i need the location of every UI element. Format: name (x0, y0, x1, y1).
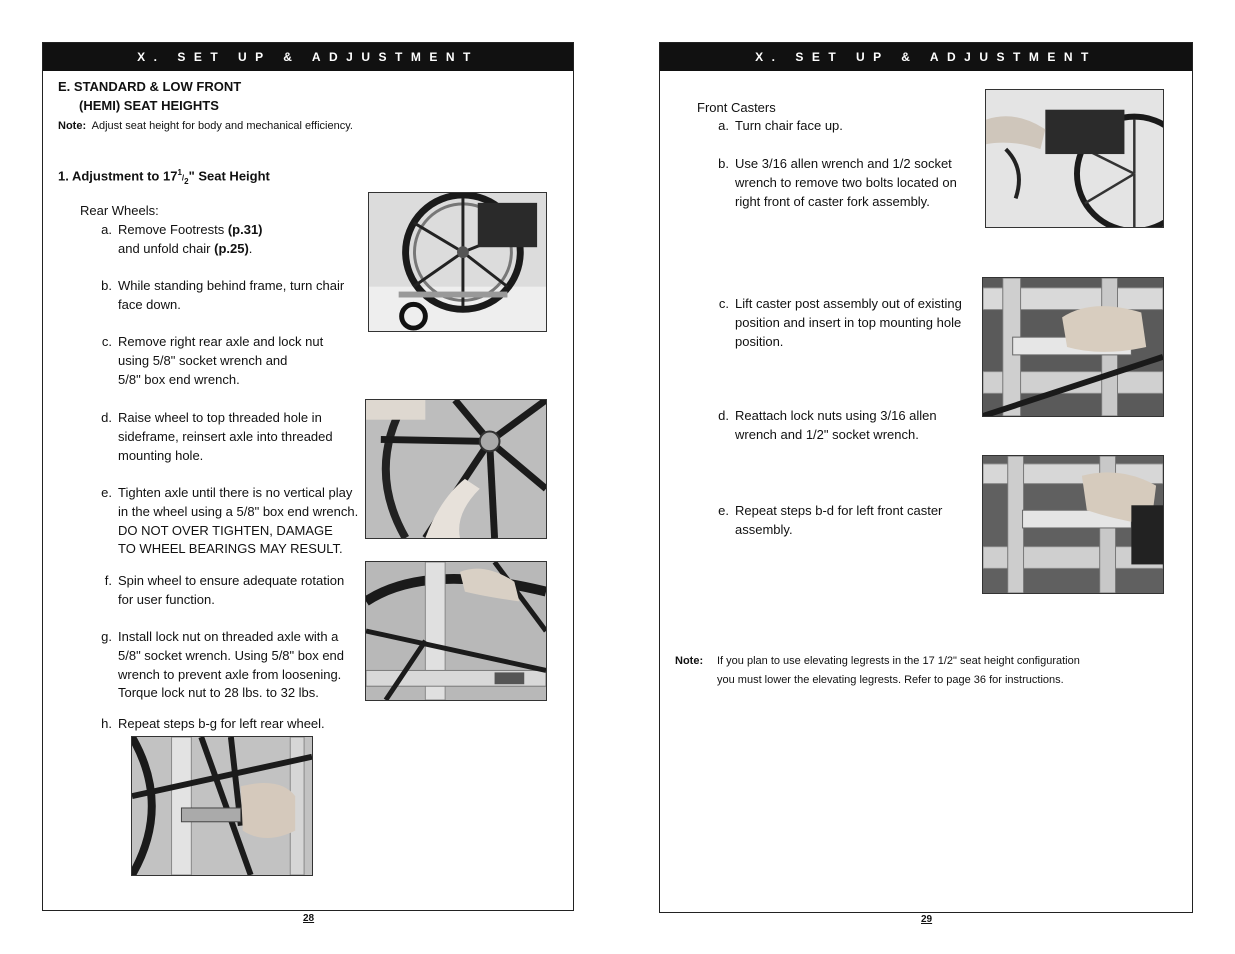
right-step-a (711, 117, 971, 137)
step-marker: g. (101, 629, 112, 644)
section-title-line1: E. STANDARD & LOW FRONT (58, 79, 242, 94)
left-note-label: Note: (58, 120, 87, 132)
right-page-number: 29 (921, 914, 933, 925)
left-step-e (94, 484, 374, 564)
fraction-numerator: 1 (177, 168, 182, 177)
photo-chair-face-down (368, 192, 547, 332)
photo-left-rear-wheel (131, 736, 313, 876)
photo-lock-nut (365, 561, 547, 701)
step-text: right front of caster fork assembly. (735, 193, 930, 209)
step-text: Lift caster post assembly out of existing (735, 296, 962, 311)
fraction-denominator: 2 (184, 176, 189, 186)
left-step-h (94, 715, 374, 735)
step-marker: e. (101, 485, 112, 500)
rear-wheels-subheading: Rear Wheels: (80, 203, 159, 218)
step-text: wrench and 1/2" socket wrench. (735, 426, 919, 442)
step-text: Remove right rear axle and lock nut (118, 334, 324, 349)
step-text: Tighten axle until there is no vertical play (118, 485, 353, 500)
step-marker: c. (718, 296, 729, 311)
left-step-c (94, 333, 374, 393)
right-step-c (711, 295, 971, 355)
step-text: for user function. (118, 591, 215, 607)
left-note-text: Adjust seat height for body and mechanical efficiency. (91, 120, 353, 132)
step-marker: b. (718, 156, 729, 171)
left-step-f (94, 572, 374, 612)
left-header-bar: X. SET UP & ADJUSTMENT (43, 43, 573, 71)
step-text: mounting hole. (118, 447, 204, 463)
step-heading-text: 1. Adjustment to 17 (58, 168, 178, 184)
step-text: assembly. (735, 521, 793, 537)
step-text: Torque lock nut to 28 lbs. to 32 lbs. (118, 685, 319, 701)
step-marker: a. (718, 118, 729, 133)
right-note-line2: you must lower the elevating legrests. Refer to page 36 for instructions. (717, 674, 1064, 686)
photo-caster-post (982, 277, 1164, 417)
step-text: wrench to remove two bolts located on (735, 174, 957, 190)
left-step-b (94, 277, 374, 317)
step-text: Repeat steps b-g for left rear wheel. (118, 716, 325, 731)
step-text: using 5/8" socket wrench and (118, 352, 288, 368)
photo-left-caster (982, 455, 1164, 594)
step-marker: b. (101, 278, 112, 293)
left-note (58, 117, 353, 136)
warning-text: DO NOT OVER TIGHTEN, DAMAGE (118, 522, 333, 538)
left-step-g (94, 628, 374, 708)
step-marker: f. (104, 573, 112, 588)
step-heading: 1. Adjustment to $17^1/_2$" Seat Height (58, 168, 270, 186)
step-text: Remove Footrests (118, 222, 228, 237)
step-marker: h. (101, 716, 112, 731)
section-title-line2: (HEMI) SEAT HEIGHTS (79, 98, 219, 113)
step-marker: a. (101, 222, 112, 237)
step-text: and unfold chair (118, 240, 215, 256)
step-text: 5/8" box end wrench. (118, 371, 240, 387)
right-step-e (711, 502, 971, 542)
step-text: in the wheel using a 5/8" box end wrench. (118, 503, 359, 519)
step-text: position and insert in top mounting hole (735, 314, 962, 330)
step-text: Install lock nut on threaded axle with a (118, 629, 339, 644)
step-heading-suffix: " Seat Height (188, 168, 270, 184)
step-text: face down. (118, 296, 181, 312)
warning-text: TO WHEEL BEARINGS MAY RESULT. (118, 541, 343, 557)
step-text: While standing behind frame, turn chair (118, 278, 345, 293)
left-step-a (94, 221, 374, 261)
left-page-number: 28 (303, 913, 315, 924)
step-marker: d. (718, 408, 729, 423)
right-step-b (711, 155, 971, 215)
page-ref-unfold: (p.25) (214, 240, 249, 256)
step-marker: c. (101, 334, 112, 349)
right-step-d (711, 407, 971, 447)
step-text: Repeat steps b-d for left front caster (735, 503, 943, 518)
photo-raise-wheel (365, 399, 547, 539)
step-text: wrench to prevent axle from loosening. (118, 666, 342, 682)
photo-chair-face-up (985, 89, 1164, 228)
step-marker: e. (718, 503, 729, 518)
step-text: Reattach lock nuts using 3/16 allen (735, 408, 937, 423)
step-text: sideframe, reinsert axle into threaded (118, 428, 333, 444)
step-text: position. (735, 333, 784, 349)
right-header-bar: X. SET UP & ADJUSTMENT (660, 43, 1192, 71)
front-casters-subheading: Front Casters (697, 100, 776, 115)
step-text: Use 3/16 allen wrench and 1/2 socket (735, 156, 952, 171)
page-ref-footrests: (p.31) (227, 222, 263, 237)
step-text: Spin wheel to ensure adequate rotation (118, 573, 345, 588)
step-text: Turn chair face up. (735, 118, 843, 133)
left-step-d (94, 409, 374, 469)
step-marker: d. (101, 410, 112, 425)
right-note-line1: If you plan to use elevating legrests in the 17 1/2" seat height configuration (717, 655, 1080, 667)
step-text: Raise wheel to top threaded hole in (118, 410, 322, 425)
step-text: 5/8" socket wrench. Using 5/8" box end (118, 647, 345, 663)
step-text: . (248, 240, 253, 256)
right-note-label: Note: (675, 655, 704, 667)
